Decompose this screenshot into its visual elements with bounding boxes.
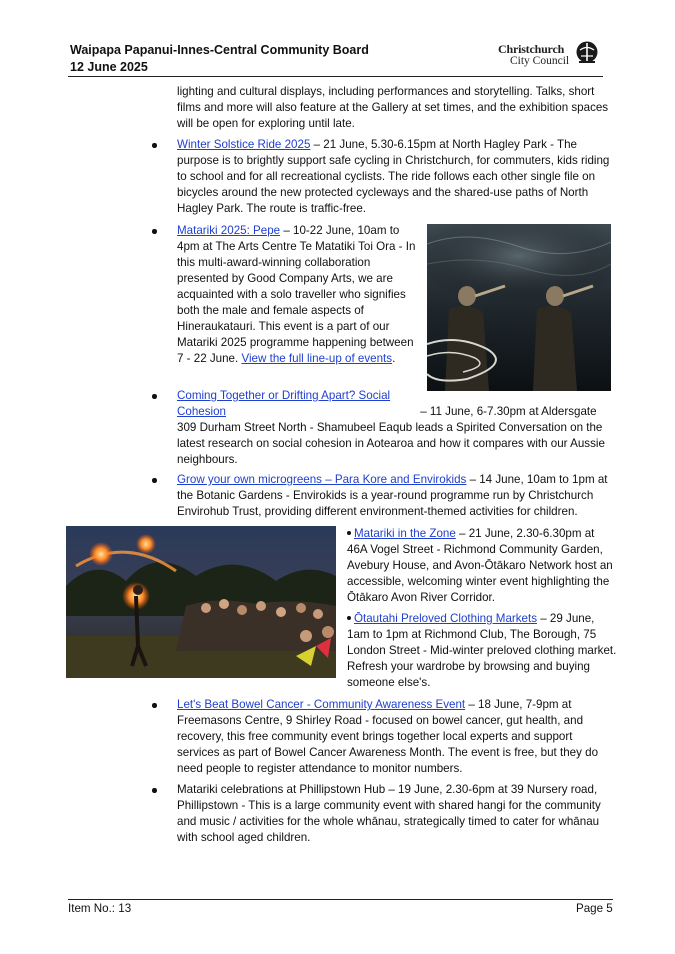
board-name: Waipapa Papanui-Innes-Central Community Board (70, 43, 369, 57)
preloved-text: – 29 June, 1am to 1pm at Richmond Club, The Borough, 75 London Street - Mid-winter preloved clothing market. Refresh your wardrobe by browsing and buying someone else's. (347, 612, 617, 689)
item-number: Item No.: 13 (68, 902, 132, 915)
bullet-icon (347, 531, 351, 535)
zone-text: – 21 June, 2.30-6.30pm at 46A Vogel Street - Richmond Community Garden, Avebury House, and Avon-Ōtākaro Network host an accessible, welcoming winter event highlighting the Ōtākaro Avon River Corridor. (347, 527, 613, 604)
microgreens-link[interactable]: Grow your own microgreens – Para Kore and Envirokids (177, 473, 467, 486)
bullet-icon (152, 394, 157, 399)
solstice-link[interactable]: Winter Solstice Ride 2025 (177, 138, 311, 151)
intro-text: lighting and cultural displays, including performances and storytelling. Talks, short films and more will also feature at the Gallery at set times, and the exhibition spaces will be open for exploring until late. (177, 85, 609, 130)
logo-line2: City Council (510, 55, 570, 67)
cohesion-text: – 11 June, 6-7.30pm at Aldersgate 309 Durham Street North - Shamubeel Eaqub leads a Spirited Conversation on the latest research on social cohesion in Aotearoa and how it compares with our Aussie neighbours. (177, 405, 605, 466)
list-item-zone (347, 526, 617, 606)
list-item-solstice (177, 137, 617, 217)
pepe-end: . (392, 352, 396, 365)
cohesion-link[interactable]: Coming Together or Drifting Apart? Social Cohesion (177, 389, 391, 418)
list-item-phillipstown (177, 782, 617, 846)
bullet-icon (152, 143, 157, 148)
list-item-cohesion (177, 388, 617, 468)
performer-image (427, 224, 611, 391)
list-item-preloved (347, 611, 617, 691)
pepe-photo (427, 224, 611, 391)
bowel-link[interactable]: Let's Beat Bowel Cancer - Community Awareness Event (177, 698, 466, 711)
council-emblem-icon (576, 41, 598, 65)
footer-rule (68, 899, 613, 900)
meeting-date: 12 June 2025 (70, 60, 148, 74)
pepe-link[interactable]: Matariki 2025: Pepe (177, 224, 281, 237)
lineup-link[interactable]: View the full line-up of events (241, 352, 393, 365)
page-number: Page 5 (576, 902, 613, 915)
preloved-link[interactable]: Ōtautahi Preloved Clothing Markets (354, 612, 538, 625)
solstice-text: – 21 June, 5.30-6.15pm at North Hagley Park - The purpose is to brightly support safe cycling in Christchurch, for commuters, kids riding to school and for all recreational cyclists. The ride follows each other single file on bicycles around the new protected cycleways and the shared-use paths of North Hagley Park. The route is traffic-free. (177, 138, 610, 215)
bullet-icon (152, 788, 157, 793)
council-logo (498, 41, 606, 71)
zone-link[interactable]: Matariki in the Zone (354, 527, 456, 540)
bullet-icon (152, 229, 157, 234)
logo-line1: Christchurch (498, 42, 565, 56)
crowd-image (66, 526, 336, 678)
bullet-icon (347, 616, 351, 620)
intro-paragraph (177, 84, 617, 132)
header-rule (68, 76, 603, 77)
list-item-microgreens (177, 472, 617, 520)
bullet-icon (152, 478, 157, 483)
fire-performance-photo (66, 526, 336, 678)
microgreens-text: – 14 June, 10am to 1pm at the Botanic Gardens - Envirokids is a year-round programme run by Christchurch Envirohub Trust, providing different environment-themed activities for children. (177, 473, 608, 518)
bowel-text: – 18 June, 7-9pm at Freemasons Centre, 9 Shirley Road - focused on bowel cancer, gut health, and recovery, this free community event brings together local experts and support services as part of Bowel Cancer Awareness Month. The event is free, but they do need people to register attendance to monitor numbers. (177, 698, 599, 775)
list-item-bowel (177, 697, 617, 777)
phillipstown-text: Matariki celebrations at Phillipstown Hub – 19 June, 2.30-6pm at 39 Nursery road, Phillipstown - This is a large community event with shared hangi for the community and music / activities for the whole whānau, strategically timed to cater for whānau with school aged children. (177, 783, 601, 844)
bullet-icon (152, 703, 157, 708)
list-item-pepe (177, 223, 423, 367)
pepe-text: – 10-22 June, 10am to 4pm at The Arts Centre Te Matatiki Toi Ora - In this multi-award-winning collaboration presented by Good Company Arts, we are acquainted with a solo traveller who signifies both the male and female aspects of Hineraukatauri. This event is a part of our Matariki 2025 programme happening between 7 - 22 June. (177, 224, 416, 365)
